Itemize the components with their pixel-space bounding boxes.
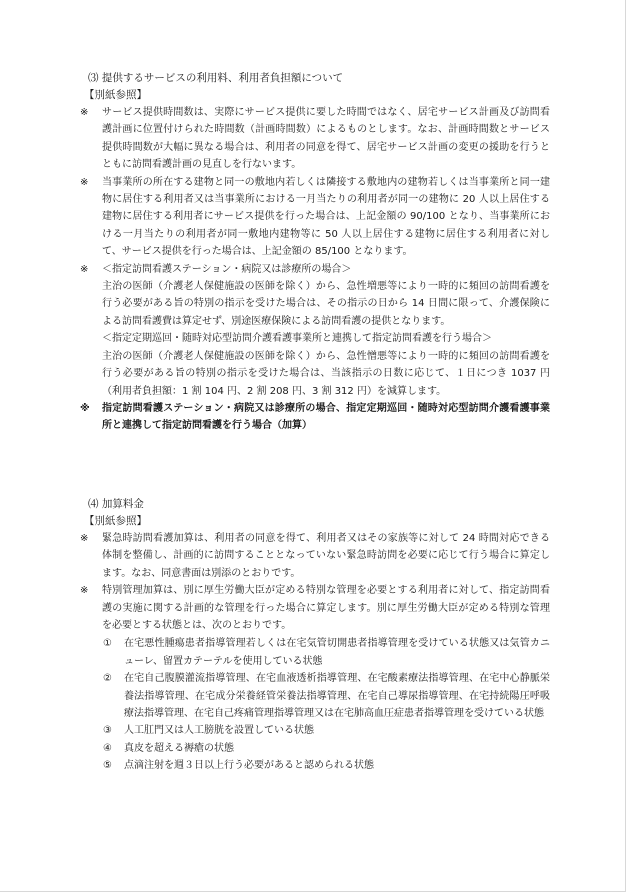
note-text: 主治の医師（介護老人保健施設の医師を除く）から、急性増悪等により一時的に頻回の訪問看護を行う必要がある旨の特別の指示を受けた場合は、その指示の日から 14 日間に限って、介護保険による訪問看護費は算定せず、別途医療保険による訪問看護の提供となります。 bbox=[102, 281, 550, 327]
condition-item bbox=[102, 722, 550, 739]
note-text: 特別管理加算は、別に厚生労働大臣が定める特別な管理を必要とする利用者に対して、指定訪問看護の実施に関する計画的な管理を行った場合に算定します。別に厚生労働大臣が定める特別な管理を必要とする状態とは、次のとおりです。 bbox=[102, 585, 550, 632]
condition-item bbox=[102, 757, 550, 774]
note-subheading: ＜指定訪問看護ステーション・病院又は診療所の場合＞ bbox=[102, 263, 352, 275]
condition-list bbox=[102, 635, 550, 774]
section-additional-fees bbox=[80, 496, 550, 775]
note-item bbox=[80, 582, 550, 774]
note-list bbox=[80, 530, 550, 775]
item-number: ① bbox=[103, 638, 112, 650]
note-item bbox=[80, 530, 550, 582]
condition-item bbox=[102, 635, 550, 670]
item-text: 在宅自己腹膜灌流指導管理、在宅血液透析指導管理、在宅酸素療法指導管理、在宅中心静脈栄養法指導管理、在宅成分栄養経管栄養法指導管理、在宅自己導尿指導管理、在宅持続陽圧呼吸療法指導管理、在宅自己疼痛管理指導管理又は在宅肺高血圧症患者指導管理を受けている状態 bbox=[124, 673, 550, 720]
note-mark: ※ bbox=[80, 176, 89, 188]
item-text: 真皮を超える褥瘡の状態 bbox=[124, 742, 234, 754]
note-mark: ※ bbox=[80, 585, 89, 597]
note-text: 当事業所の所在する建物と同一の敷地内若しくは隣接する敷地内の建物若しくは当事業所と同一建物に居住する利用者又は当事業所における一月当たりの利用者が同一の建物に 20 人以上居住する建物に居住する利用者にサービス提供を行った場合は、上記金額の 90/100 となり、当事業所における一月当たりの利用者が同一敷地内建物等に 50 人以上居住する建物に居住する利用者に対して、サービス提供を行った場合は、上記金額の 85/100 となります。 bbox=[102, 176, 550, 258]
note-text: 指定訪問看護ステーション・病院又は診療所の場合、指定定期巡回・随時対応型訪問介護看護事業所と連携して指定訪問看護を行う場合（加算） bbox=[102, 402, 550, 432]
item-number: ④ bbox=[103, 742, 112, 754]
note-text: 主治の医師（介護老人保健施設の医師を除く）から、急性憎悪等により一時的に頻回の訪問看護を行う必要がある旨の特別の指示を受けた場合は、当該指示の日数に応じて、１日につき 1037 円（利用者負担額：1 割 104 円、2 割 208 円、3 割 312 円）を減算します。 bbox=[102, 350, 550, 397]
condition-item bbox=[102, 740, 550, 757]
note-mark: ※ bbox=[80, 533, 89, 544]
item-number: ⑤ bbox=[103, 760, 112, 772]
note-mark: ※ bbox=[80, 263, 89, 275]
condition-item bbox=[102, 670, 550, 722]
note-item bbox=[80, 174, 550, 261]
reference-note: 【別紙参照】 bbox=[84, 515, 147, 527]
note-item bbox=[80, 400, 550, 435]
item-number: ② bbox=[103, 673, 112, 685]
section-fees bbox=[80, 70, 550, 435]
item-text: 点滴注射を週３日以上行う必要があると認められる状態 bbox=[124, 760, 374, 772]
note-subheading: ＜指定定期巡回・随時対応型訪問介護看護事業所と連携して指定訪問看護を行う場合＞ bbox=[102, 333, 492, 345]
note-list bbox=[80, 104, 550, 435]
reference-note: 【別紙参照】 bbox=[84, 89, 147, 101]
note-text: サービス提供時間数は、実際にサービス提供に要した時間ではなく、居宅サービス計画及び訪問看護計画に位置付けられた時間数（計画時間数）によるものとします。なお、計画時間数とサービス提供時間数が大幅に異なる場合は、利用者の同意を得て、居宅サービス計画の変更の援助を行うとともに訪問看護計画の見直しを行ないます。 bbox=[102, 107, 550, 171]
note-text: 緊急時訪問看護加算は、利用者の同意を得て、利用者又はその家族等に対して 24 時間対応できる体制を整備し、計画的に訪問することとなっていない緊急時訪問を必要に応じて行う場合に算定します。なお、同意書面は別添のとおりです。 bbox=[102, 533, 550, 579]
note-mark: ※ bbox=[80, 107, 89, 118]
item-number: ③ bbox=[103, 725, 112, 737]
item-text: 在宅悪性腫瘍患者指導管理若しくは在宅気管切開患者指導管理を受けている状態又は気管カニューレ、留置カテーテルを使用している状態 bbox=[124, 638, 550, 667]
note-mark: ※ bbox=[80, 402, 90, 414]
note-item bbox=[80, 261, 550, 400]
note-item bbox=[80, 104, 550, 174]
section-heading: ⑷ 加算料金 bbox=[88, 498, 144, 510]
section-heading: ⑶ 提供するサービスの利用料、利用者負担額について bbox=[88, 72, 344, 84]
item-text: 人工肛門又は人工膀胱を設置している状態 bbox=[124, 725, 314, 737]
